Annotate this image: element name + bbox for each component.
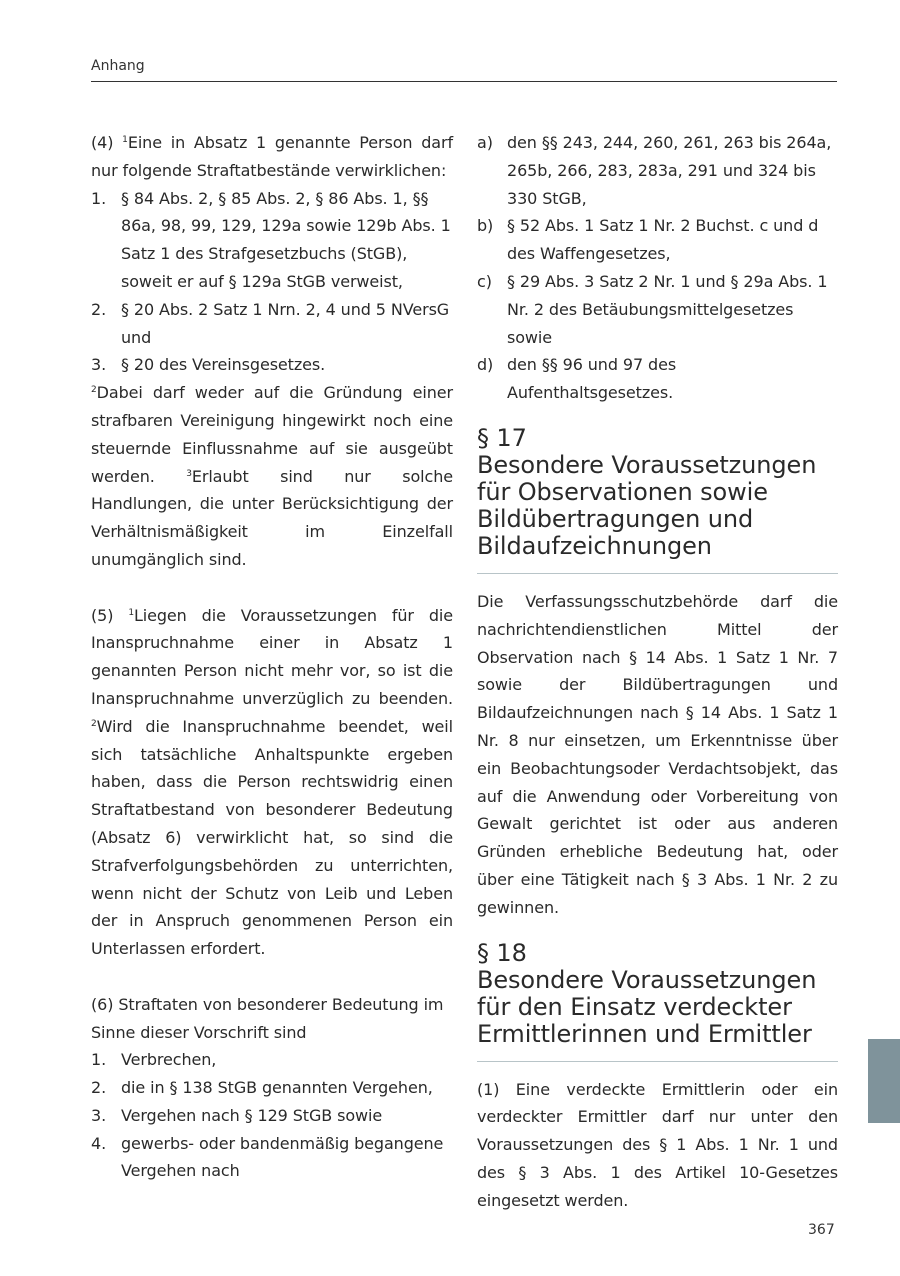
list-item: 3. Vergehen nach § 129 StGB sowie — [91, 1105, 383, 1125]
section-divider — [477, 1061, 838, 1062]
section-17 — [477, 425, 838, 922]
paragraph-4-tail: $^2$Dabei darf weder auf die Gründung einer strafbaren Vereinigung hingewirkt noch eine steuernde Einflussnahme auf sie ausgeübt werden. $^3$Erlaubt sind nur solche Handlungen, die unter Berücksichtigung der Verhältnismäßigkeit im Einzelfall unumgänglich sind. — [91, 383, 453, 569]
sentence-number: 1 — [128, 607, 134, 618]
list-item: d) den §§ 96 und 97 des Aufenthaltsgesetzes. — [477, 355, 677, 403]
section-divider — [477, 573, 838, 574]
sentence-number: 3 — [186, 468, 192, 479]
section-title: Besondere Voraussetzungen für den Einsatz verdeckter Ermittlerinnen und Ermittler — [477, 965, 817, 1048]
list-item: 1. § 84 Abs. 2, § 85 Abs. 2, § 86 Abs. 1, §§ 86a, 98, 99, 129, 129a sowie 129b Abs. 1 Satz 1 des Strafgesetzbuchs (StGB), soweit er auf § 129a StGB verweist, — [91, 188, 451, 291]
paragraph-6-intro: (6) Straftaten von besonderer Bedeutung im Sinne dieser Vorschrift sind — [91, 994, 444, 1042]
section-body: Die Verfassungsschutzbehörde darf die nachrichtendienstlichen Mittel der Observation nach § 14 Abs. 1 Satz 1 Nr. 7 sowie der Bildübertragungen und Bildaufzeichnungen nach § 14 Abs. 1 Satz 1 Nr. 8 nur einsetzen, um Erkenntnisse über ein Beobachtungsoder Verdachtsobjekt, das auf die Anwendung oder Vorbereitung von Gewalt gerichtet ist oder aus anderen Gründen erhebliche Bedeutung hat, oder über eine Tätigkeit nach § 3 Abs. 1 Nr. 2 zu gewinnen. — [477, 591, 838, 917]
list-item: 3. § 20 des Vereinsgesetzes. — [91, 355, 326, 375]
section-title: Besondere Voraussetzungen für Observationen sowie Bildübertragungen und Bildaufzeichnungen — [477, 450, 817, 560]
sentence-number: 2 — [91, 385, 97, 396]
paragraph-4-intro: (4) $^1$Eine in Absatz 1 genannte Person darf nur folgende Straftatbestände verwirklichen: — [91, 133, 453, 180]
sentence-number: 1 — [122, 135, 128, 145]
section-number: § 17 — [477, 423, 527, 452]
section-number: § 18 — [477, 938, 527, 967]
running-header: Anhang — [91, 58, 145, 74]
section-18 — [477, 940, 838, 1215]
list-item: 1. Verbrechen, — [91, 1050, 217, 1070]
chapter-thumb-tab — [868, 1039, 900, 1123]
list-item: 2. die in § 138 StGB genannten Vergehen, — [91, 1078, 433, 1098]
section-body: (1) Eine verdeckte Ermittlerin oder ein verdeckter Ermittler darf nur unter den Voraussetzungen des § 1 Abs. 1 Nr. 1 und des § 3 Abs. 1 des Artikel 10-Gesetzes eingesetzt werden. — [477, 1079, 838, 1210]
page-number: 367 — [808, 1222, 835, 1238]
header-divider — [91, 81, 837, 82]
list-item: 4. gewerbs- oder bandenmäßig begangene Vergehen nach — [91, 1133, 444, 1181]
right-column — [477, 129, 838, 1215]
list-item: a) den §§ 243, 244, 260, 261, 263 bis 264a, 265b, 266, 283, 283a, 291 und 324 bis 330 StGB, — [477, 133, 832, 208]
left-column — [91, 129, 453, 1185]
list-item: b) § 52 Abs. 1 Satz 1 Nr. 2 Buchst. c und d des Waffengesetzes, — [477, 216, 819, 264]
list-item: c) § 29 Abs. 3 Satz 2 Nr. 1 und § 29a Abs. 1 Nr. 2 des Betäubungsmittelgesetzes sowie — [477, 271, 828, 347]
paragraph-5: (5) $^1$Liegen die Voraussetzungen für die Inanspruchnahme einer in Absatz 1 genannten Person nicht mehr vor, so ist die Inanspruchnahme unverzüglich zu beenden. $^2$Wird die Inanspruchnahme beendet, weil sich tatsächliche Anhaltspunkte ergeben haben, dass die Person rechtswidrig einen Straftatbestand von besonderer Bedeutung (Absatz 6) verwirklicht hat, so sind die Strafverfolgungsbehörden zu unterrichten, wenn nicht der Schutz von Leib und Leben der in Anspruch genommenen Person ein Unterlassen erfordert. — [91, 605, 453, 959]
list-item: 2. § 20 Abs. 2 Satz 1 Nrn. 2, 4 und 5 NVersG und — [91, 299, 450, 347]
sentence-number: 2 — [91, 718, 97, 729]
